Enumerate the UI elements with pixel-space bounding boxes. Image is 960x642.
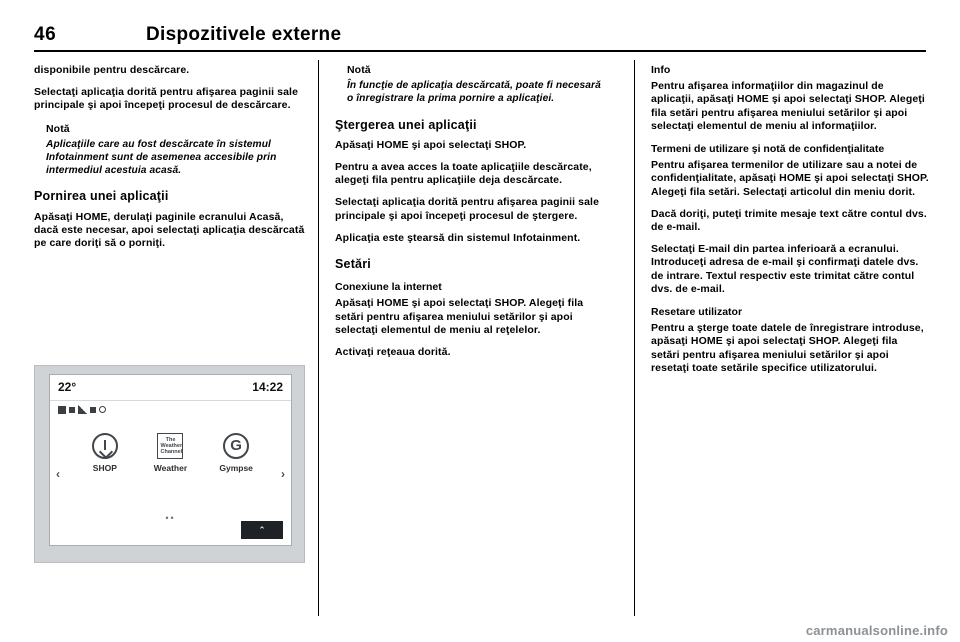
note-title: Notă bbox=[347, 64, 371, 76]
gympse-glyph: G bbox=[223, 433, 249, 459]
section-heading: Setări bbox=[335, 257, 371, 272]
paragraph: Pentru afişarea informaţiilor din magazinul de aplicaţii, apăsaţi HOME şi apoi selectaţi SHOP. Alegeţi fila setări pentru afişarea meniului setărilor şi apoi selectaţi elementul de meniu al informaţiilor. bbox=[651, 80, 925, 132]
column-divider-2 bbox=[634, 60, 635, 616]
note-title: Notă bbox=[46, 122, 70, 135]
paragraph: Dacă doriţi, puteţi trimite mesaje text către contul dvs. de e-mail. bbox=[651, 207, 927, 234]
phone-icon bbox=[69, 407, 75, 413]
expand-panel-button[interactable]: ⌃ bbox=[241, 521, 283, 539]
signal-icon bbox=[78, 405, 87, 414]
status-icon-tray bbox=[58, 405, 106, 414]
prev-page-arrow[interactable]: ‹ bbox=[56, 467, 60, 481]
paragraph: Pentru a şterge toate datele de înregistrare introduse, apăsaţi HOME şi apoi selectaţi SHOP. Alegeţi fila setări pentru afişarea meniului setărilor şi apoi resetaţi toate setările specifice utilizatorului. bbox=[651, 322, 924, 374]
app-label: Weather bbox=[153, 463, 188, 473]
page-title: Dispozitivele externe bbox=[146, 24, 342, 45]
column-middle bbox=[335, 64, 606, 368]
settings-icon bbox=[99, 406, 106, 413]
app-grid bbox=[50, 433, 291, 473]
section-heading: Pornirea unei aplicaţii bbox=[34, 189, 169, 204]
column-right bbox=[651, 64, 929, 384]
header-divider bbox=[34, 50, 926, 52]
watermark: carmanualsonline.info bbox=[805, 623, 948, 638]
note-block bbox=[34, 123, 305, 178]
paragraph: Activaţi reţeaua dorită. bbox=[335, 346, 451, 359]
next-page-arrow[interactable]: › bbox=[281, 467, 285, 481]
page-header bbox=[34, 24, 926, 54]
column-divider-1 bbox=[318, 60, 319, 616]
page-indicator-dots: •• bbox=[165, 513, 176, 523]
subsection-heading: Conexiune la internet bbox=[335, 281, 442, 294]
paragraph: Selectaţi aplicaţia dorită pentru afişarea paginii sale principale şi apoi începeţi procesul de ştergere. bbox=[335, 196, 600, 222]
figure-infotainment-screen bbox=[34, 365, 305, 563]
subsection-heading: Resetare utilizator bbox=[651, 306, 743, 319]
paragraph: Apăsaţi HOME şi apoi selectaţi SHOP. bbox=[335, 138, 527, 151]
note-body: Aplicaţiile care au fost descărcate în sistemul Infotainment sunt de asemenea accesibile prin intermediul acestuia acasă. bbox=[46, 138, 277, 177]
download-icon bbox=[92, 433, 118, 459]
note-body: În funcţie de aplicaţia descărcată, poate fi necesară o înregistrare la prima pornire a aplicaţiei. bbox=[347, 80, 601, 105]
app-label: Gympse bbox=[219, 463, 253, 473]
clock-display: 14:22 bbox=[252, 380, 283, 394]
subsection-heading: Info bbox=[651, 64, 671, 76]
temperature-display: 22° bbox=[58, 380, 77, 394]
status-bar bbox=[50, 375, 291, 401]
app-tile-shop[interactable] bbox=[76, 433, 134, 473]
paragraph: Pentru afişarea termenilor de utilizare sau a notei de confidenţialitate, apăsaţi HOME şi apoi selectaţi SHOP. Alegeţi fila setări. Selectaţi articolul din meniu dorit. bbox=[651, 159, 929, 198]
weather-widget-text: The Weather Channel bbox=[157, 433, 183, 459]
paragraph: Apăsaţi HOME şi apoi selectaţi SHOP. Alegeţi fila setări pentru afişarea meniului setărilor şi apoi selectaţi elementul de meniu al reţelelor. bbox=[335, 297, 584, 336]
page-number: 46 bbox=[34, 24, 57, 45]
note-block bbox=[335, 64, 606, 106]
paragraph: Apăsaţi HOME, derulaţi paginile ecranului Acasă, dacă este necesar, apoi selectaţi aplicaţia descărcată pe care doriţi să o porniţi. bbox=[34, 210, 305, 250]
paragraph: Aplicaţia este ştearsă din sistemul Infotainment. bbox=[335, 231, 581, 244]
section-heading: Ştergerea unei aplicaţii bbox=[335, 117, 477, 132]
bluetooth-icon bbox=[90, 407, 96, 413]
media-icon bbox=[58, 406, 66, 414]
gympse-icon bbox=[223, 433, 249, 459]
app-tile-gympse[interactable] bbox=[207, 433, 265, 473]
paragraph: Selectaţi aplicaţia dorită pentru afişarea paginii sale principale şi apoi începeţi procesul de descărcare. bbox=[34, 86, 299, 112]
paragraph: disponibile pentru descărcare. bbox=[34, 64, 190, 76]
app-label: SHOP bbox=[92, 463, 117, 473]
paragraph: Pentru a avea acces la toate aplicaţiile descărcate, alegeţi fila pentru aplicaţiile deja descărcate. bbox=[335, 161, 592, 187]
app-tile-weather[interactable] bbox=[141, 433, 199, 473]
column-left bbox=[34, 64, 305, 259]
weather-widget-icon bbox=[157, 433, 183, 459]
infotainment-screen bbox=[49, 374, 292, 546]
paragraph: Selectaţi E-mail din partea inferioară a ecranului. Introduceţi adresa de e-mail şi confirmaţi datele dvs. de intrare. Textul respectiv este trimitat către contul dvs. de e-mail. bbox=[651, 243, 919, 295]
subsection-heading: Termeni de utilizare şi notă de confidenţialitate bbox=[651, 143, 885, 156]
